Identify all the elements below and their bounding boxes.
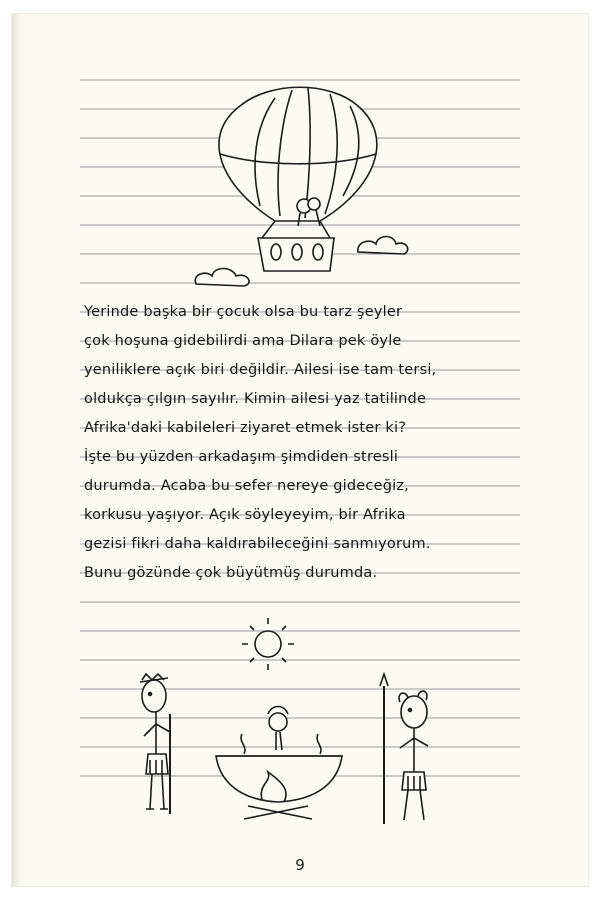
page-number: 9 — [295, 856, 305, 874]
right-tribe-figure — [380, 674, 428, 824]
cooking-pot-over-fire — [216, 707, 342, 820]
text-line-5: Afrika'daki kabileleri ziyaret etmek ister ki? — [84, 420, 407, 436]
book-page — [12, 14, 588, 886]
text-line-10: Bunu gözünde çok büyütmüş durumda. — [84, 565, 378, 581]
left-tribe-figure — [140, 674, 170, 814]
text-line-1: Yerinde başka bir çocuk olsa bu tarz şeyler — [84, 304, 403, 320]
text-line-2: çok hoşuna gidebilirdi ama Dilara pek öyle — [84, 333, 402, 349]
sun-icon — [242, 618, 294, 670]
tribe-cooking-illustration — [112, 614, 452, 829]
text-line-6: İşte bu yüzden arkadaşım şimdiden stresli — [84, 449, 399, 465]
hot-air-balloon-illustration — [180, 76, 440, 296]
text-line-4: oldukça çılgın sayılır. Kimin ailesi yaz tatilinde — [84, 391, 427, 407]
text-line-8: korkusu yaşıyor. Açık söyleyeyim, bir Afrika — [84, 507, 406, 523]
text-line-3: yeniliklere açık biri değildir. Ailesi ise tam tersi, — [84, 362, 437, 378]
text-line-9: gezisi fikri daha kaldırabileceğini sanmıyorum. — [84, 536, 431, 552]
text-line-7: durumda. Acaba bu sefer nereye gideceğiz, — [84, 478, 409, 494]
